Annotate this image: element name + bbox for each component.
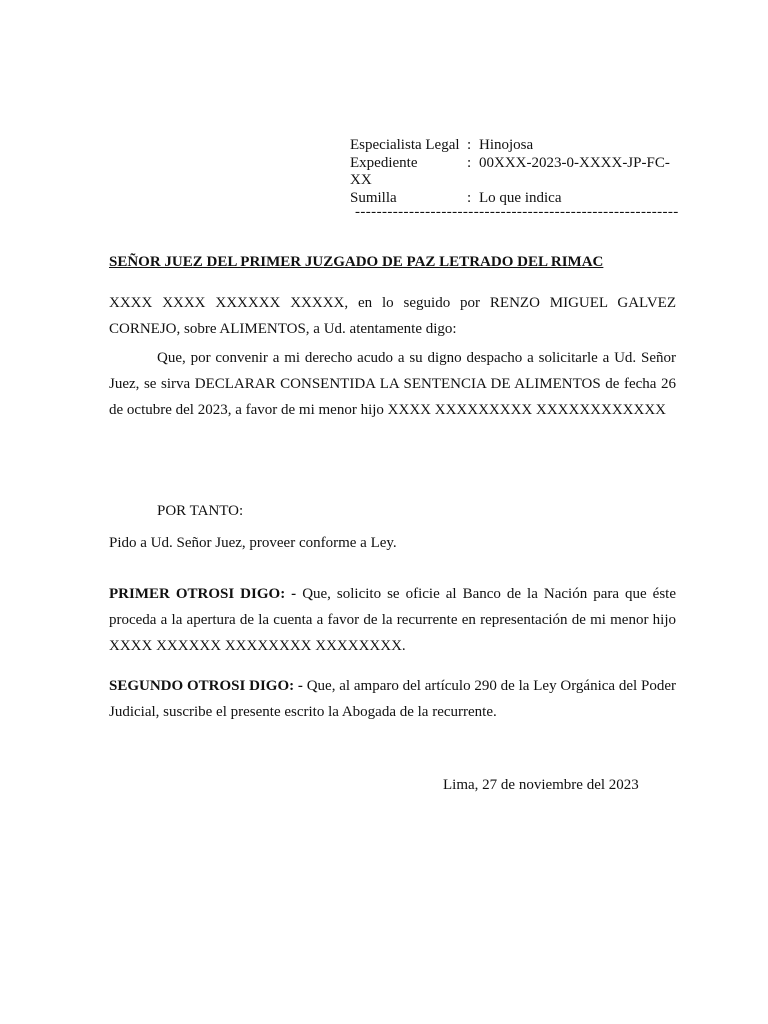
primer-otrosi-paragraph <box>109 581 676 659</box>
expediente-colon: : <box>467 154 472 171</box>
segundo-otrosi-text: Que, al amparo del artículo 290 de la Ley Orgánica del Poder Judicial, suscribe el presente escrito la Abogada de la recurrente. <box>109 678 676 720</box>
sumilla-value: Lo que indica <box>479 189 562 206</box>
especialista-value: Hinojosa <box>479 137 534 153</box>
intro-paragraph: XXXX XXXX XXXXXX XXXXX, en lo seguido por RENZO MIGUEL GALVEZ CORNEJO, sobre ALIMENTOS, a Ud. atentamente digo: <box>109 295 676 337</box>
request-paragraph: Que, por convenir a mi derecho acudo a su digno despacho a solicitarle a Ud. Señor Juez, se sirva DECLARAR CONSENTIDA LA SENTENCIA DE ALIMENTOS de fecha 26 de octubre del 2023, a favor de mi menor hijo XXXX XXXXXXXXX XXXXXXXXXXXX <box>109 350 676 418</box>
especialista-row <box>350 137 680 155</box>
especialista-colon: : <box>467 137 472 153</box>
segundo-otrosi-label: SEGUNDO OTROSI DIGO: - <box>109 678 303 694</box>
case-header <box>350 137 680 207</box>
place-date: Lima, 27 de noviembre del 2023 <box>443 777 639 793</box>
sumilla-label: Sumilla <box>350 189 397 206</box>
por-tanto: POR TANTO: <box>157 503 244 519</box>
header-separator: ------------------------------------------------------------ <box>355 204 679 220</box>
expediente-row <box>350 155 680 190</box>
segundo-otrosi-paragraph <box>109 673 676 725</box>
expediente-label: Expediente <box>350 154 418 171</box>
pido-paragraph: Pido a Ud. Señor Juez, proveer conforme a Ley. <box>109 535 397 551</box>
especialista-label: Especialista Legal <box>350 137 460 153</box>
primer-otrosi-label: PRIMER OTROSI DIGO: - <box>109 586 297 602</box>
expediente-value: 00XXX-2023-0-XXXX-JP-FC- <box>479 154 670 171</box>
primer-otrosi-text: Que, solicito se oficie al Banco de la Nación para que éste proceda a la apertura de la cuenta a favor de la recurrente en representación de mi menor hijo XXXX XXXXXX XXXXXXXX XXXXXXXX. <box>109 586 676 654</box>
sumilla-colon: : <box>467 189 472 206</box>
expediente-value-continuation: XX <box>350 172 372 188</box>
document-title: SEÑOR JUEZ DEL PRIMER JUZGADO DE PAZ LETRADO DEL RIMAC <box>109 254 604 270</box>
